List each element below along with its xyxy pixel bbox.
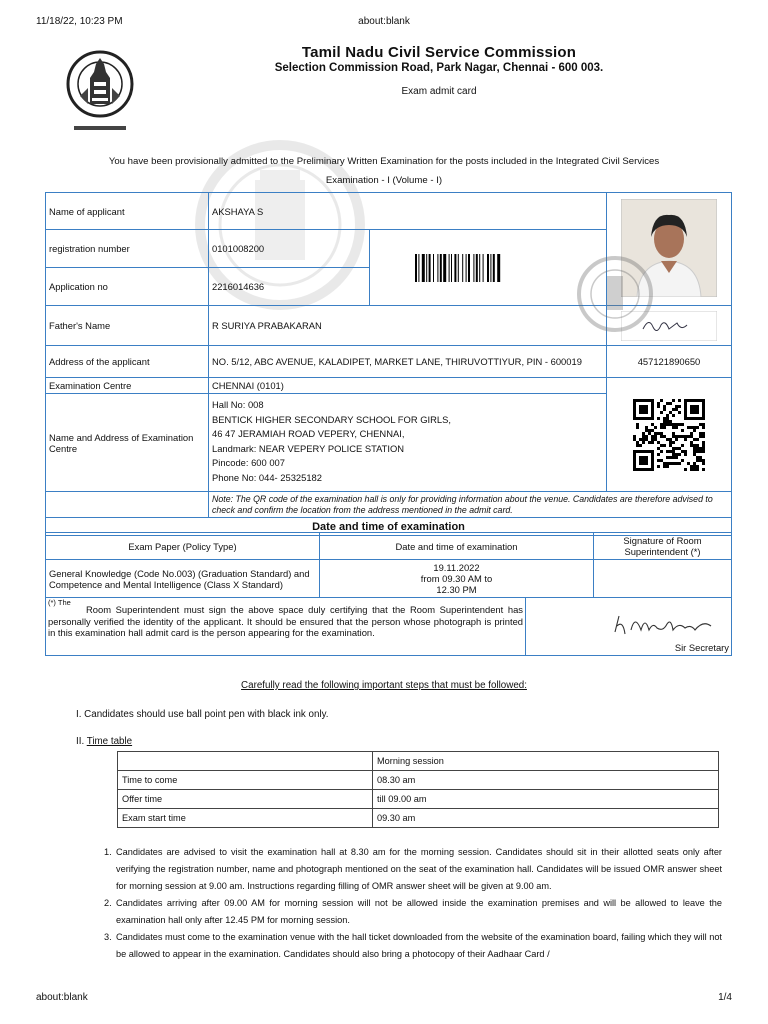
time-table-label: Exam start time [118, 809, 373, 828]
venue-line: BENTICK HIGHER SECONDARY SCHOOL FOR GIRLS, [212, 413, 451, 425]
list-item: 2. Candidates arriving after 09.00 AM for morning session will not be allowed inside the examination premises and will be allowed to leave the examination hall only after 12.45 PM for morning session. [104, 898, 722, 925]
applicant-name: AKSHAYA S [209, 193, 607, 230]
exam-time-from: from 09.30 AM to [420, 573, 493, 584]
page-number: 1/4 [718, 992, 732, 1003]
applicant-address: NO. 5/12, ABC AVENUE, KALADIPET, MARKET LANE, THIRUVOTTIYUR, PIN - 600019 [209, 346, 607, 378]
print-header [36, 16, 732, 30]
table-row [118, 809, 719, 828]
instruction-text: Candidates arriving after 09.00 AM for morning session will not be allowed inside the examination premises and will be allowed to leave the examination hall only after 12.45 PM for morning session. [116, 898, 722, 925]
registration-number: 0101008200 [209, 230, 370, 268]
signature-cell [607, 306, 732, 346]
exam-paper: General Knowledge (Code No.003) (Graduation Standard) and Competence and Mental Intelligence (Class X Standard) [46, 560, 320, 598]
important-steps-heading: Carefully read the following important steps that must be followed: [241, 680, 527, 691]
exam-heading: Date and time of examination [46, 518, 732, 536]
time-table-link: Time table [86, 736, 133, 747]
print-url: about:blank [36, 992, 88, 1003]
print-title: about:blank [358, 16, 410, 27]
venue-address [209, 394, 607, 492]
time-table-header-session: Morning session [373, 752, 719, 771]
time-table-label: Time to come [118, 771, 373, 790]
empty-cell [46, 492, 209, 518]
table-row [118, 790, 719, 809]
step-time-table [76, 736, 132, 747]
signatory-label: Sir Secretary [674, 642, 729, 653]
organization-name: Tamil Nadu Civil Service Commission [301, 44, 577, 61]
name-label: Name of applicant [46, 193, 209, 230]
registration-label: registration number [46, 230, 209, 268]
time-table-header-empty [118, 752, 373, 771]
application-number: 2216014636 [209, 268, 370, 306]
time-table-value: 09.30 am [373, 809, 719, 828]
venue-line: Phone No: 044- 25325182 [212, 471, 322, 483]
note-text: Room Superintendent must sign the above space duly certifying that the Room Superintendent has personally verified the identity of the applicant. It should be ensured that the person whose photograph is printed in this examination hall admit card is the person appearing for the examination. [48, 604, 523, 638]
exam-date: 19.11.2022 [433, 562, 480, 573]
superintendent-note [46, 598, 526, 656]
venue-qr-code-icon [633, 399, 705, 471]
time-table-value: till 09.00 am [373, 790, 719, 809]
venue-line: Landmark: NEAR VEPERY POLICE STATION [212, 442, 405, 454]
instruction-text: Candidates are advised to visit the examination hall at 8.30 am for the morning session. Candidates should sit in their allotted seats only after verifying the registration number, name and photograph mentioned on the seat of the examination hall. Candidates will be issued OMR answer sheet for morning session at 9.00 am. Instructions regarding filling of OMR answer sheet will be given at 9.00 am. [116, 847, 722, 891]
signature-column-header: Signature of Room Superintendent (*) [594, 533, 732, 560]
instruction-list [104, 844, 722, 963]
print-footer [36, 992, 732, 1006]
table-row [118, 771, 719, 790]
exam-time-to: 12.30 PM [436, 584, 477, 595]
paper-column-header: Exam Paper (Policy Type) [46, 533, 320, 560]
venue-line: Pincode: 600 007 [212, 457, 285, 468]
qr-cell [607, 378, 732, 492]
exam-datetime [320, 560, 594, 598]
intro-line-1: You have been provisionally admitted to the Preliminary Written Examination for the posts included in the Integrated Civil Services [108, 156, 660, 167]
venue-label: Name and Address of Examination Centre [46, 394, 209, 492]
datetime-column-header: Date and time of examination [320, 533, 594, 560]
exam-schedule-table [45, 532, 732, 598]
time-table-label: Offer time [118, 790, 373, 809]
superintendent-note-table [45, 597, 732, 656]
exam-centre: CHENNAI (0101) [209, 378, 607, 394]
superintendent-signature-box [594, 560, 732, 598]
tnpsc-emblem-icon [66, 48, 134, 138]
applicant-details-table [45, 192, 732, 536]
document-title: Exam admit card [401, 86, 477, 97]
print-datetime: 11/18/22, 10:23 PM [36, 16, 123, 27]
id-number: 457121890650 [607, 346, 732, 378]
venue-line: Hall No: 008 [212, 399, 264, 410]
list-item: 1. Candidates are advised to visit the examination hall at 8.30 am for the morning session. Candidates should sit in their allotted seats only after verifying the registration number, name and photograph mentioned on the seat of the examination hall. Candidates will be issued OMR answer sheet for morning session at 9.00 am. Instructions regarding filling of OMR answer sheet will be given at 9.00 am. [104, 847, 722, 891]
stamp-seal-icon [575, 254, 655, 334]
step-ballpoint-pen: I. Candidates should use ball point pen with black ink only. [76, 709, 329, 720]
barcode-icon [413, 254, 563, 282]
centre-label: Examination Centre [46, 378, 209, 394]
time-table-value: 08.30 am [373, 771, 719, 790]
father-name: R SURIYA PRABAKARAN [209, 306, 607, 346]
address-label: Address of the applicant [46, 346, 209, 378]
application-label: Application no [46, 268, 209, 306]
time-table [117, 751, 719, 828]
note-mark: (*) The [48, 598, 71, 607]
list-item: 3. Candidates must come to the examination venue with the hall ticket downloaded from the website of the examination board, failing which they will not be allowed to appear in the examination. Candidates should also bring a photocopy of their Aadhaar Card / [104, 932, 722, 959]
step-number: II. [76, 736, 85, 747]
secretary-signature-cell [526, 598, 732, 656]
organization-address: Selection Commission Road, Park Nagar, Chennai - 600 003. [274, 62, 604, 74]
secretary-signature-icon [607, 610, 727, 640]
venue-line: 46 47 JERAMIAH ROAD VEPERY, CHENNAI, [212, 428, 405, 439]
father-name-label: Father's Name [46, 306, 209, 346]
instruction-text: Candidates must come to the examination venue with the hall ticket downloaded from the website of the examination board, failing which they will not be allowed to appear in the examination. Candidates should also bring a photocopy of their Aadhaar Card / [116, 932, 722, 959]
intro-line-2: Examination - I (Volume - I) [325, 175, 443, 186]
barcode-cell [370, 230, 607, 306]
qr-note: Note: The QR code of the examination hall is only for providing information about the venue. Candidates are therefore advised to check and confirm the location from the address mentioned in the admit card. [209, 492, 732, 518]
intro-text [60, 152, 708, 190]
